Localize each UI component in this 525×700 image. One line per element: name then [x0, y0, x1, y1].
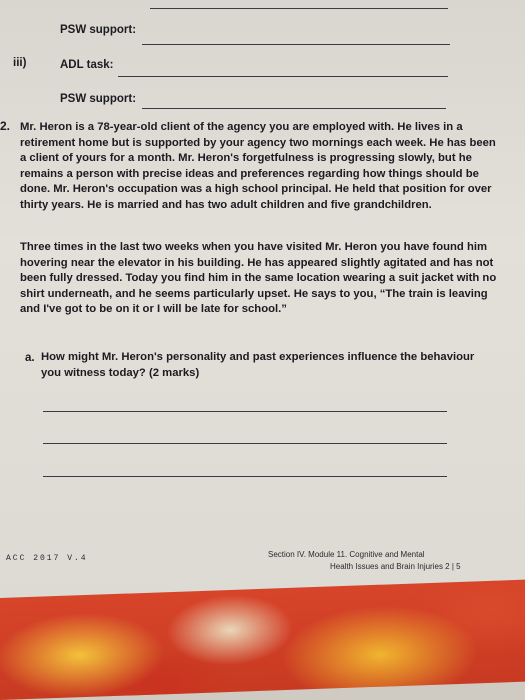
part-a-question: How might Mr. Heron's personality and past experiences influence the behaviour you witness today? (2 marks) — [41, 351, 475, 379]
answer-line-3 — [43, 476, 447, 477]
footer-section-line-2: Health Issues and Brain Injuries 2 | 5 — [330, 562, 461, 571]
answer-line-1 — [43, 411, 447, 412]
part-a-label: a. — [25, 352, 35, 364]
psw-support-answer-line-1 — [142, 44, 450, 45]
answer-line-2 — [43, 443, 447, 444]
psw-support-label-2: PSW support: — [60, 93, 137, 105]
item-numeral: iii) — [13, 57, 27, 69]
footer-section-line-1: Section IV. Module 11. Cognitive and Mental — [268, 550, 425, 559]
adl-task-answer-line — [118, 76, 448, 77]
psw-support-label-1: PSW support: — [60, 24, 137, 36]
question-paragraph-1: Mr. Heron is a 78-year-old client of the agency you are employed with. He lives in a retirement home but is supported by your agency two mornings each week. He has been a client of yours for a month. Mr. Heron's forgetfulness is progressing slowly, but he remains a person with precise ideas and preferences regarding how things should be done. Mr. Heron's occupation was a high school principal. He held that position for over thirty years. He is married and has two adult children and five grandchildren. — [20, 121, 496, 211]
question-paragraph-2: Three times in the last two weeks when you have visited Mr. Heron you have found him hovering near the elevator in his building. He has appeared slightly agitated and has not been fully dressed. Today you find him in the same location wearing a suit jacket with no shirt underneath, and he seems particularly upset. He says to you, “The train is leaving and I've got to be on it or I will be late for school.” — [20, 241, 497, 316]
fabric-background — [0, 580, 525, 700]
top-edge-rule — [150, 8, 448, 9]
footer-version: ACC 2017 V.4 — [6, 554, 88, 563]
psw-support-answer-line-2 — [142, 108, 446, 109]
question-number: 2. — [0, 119, 11, 133]
adl-task-label: ADL task: — [60, 59, 114, 71]
